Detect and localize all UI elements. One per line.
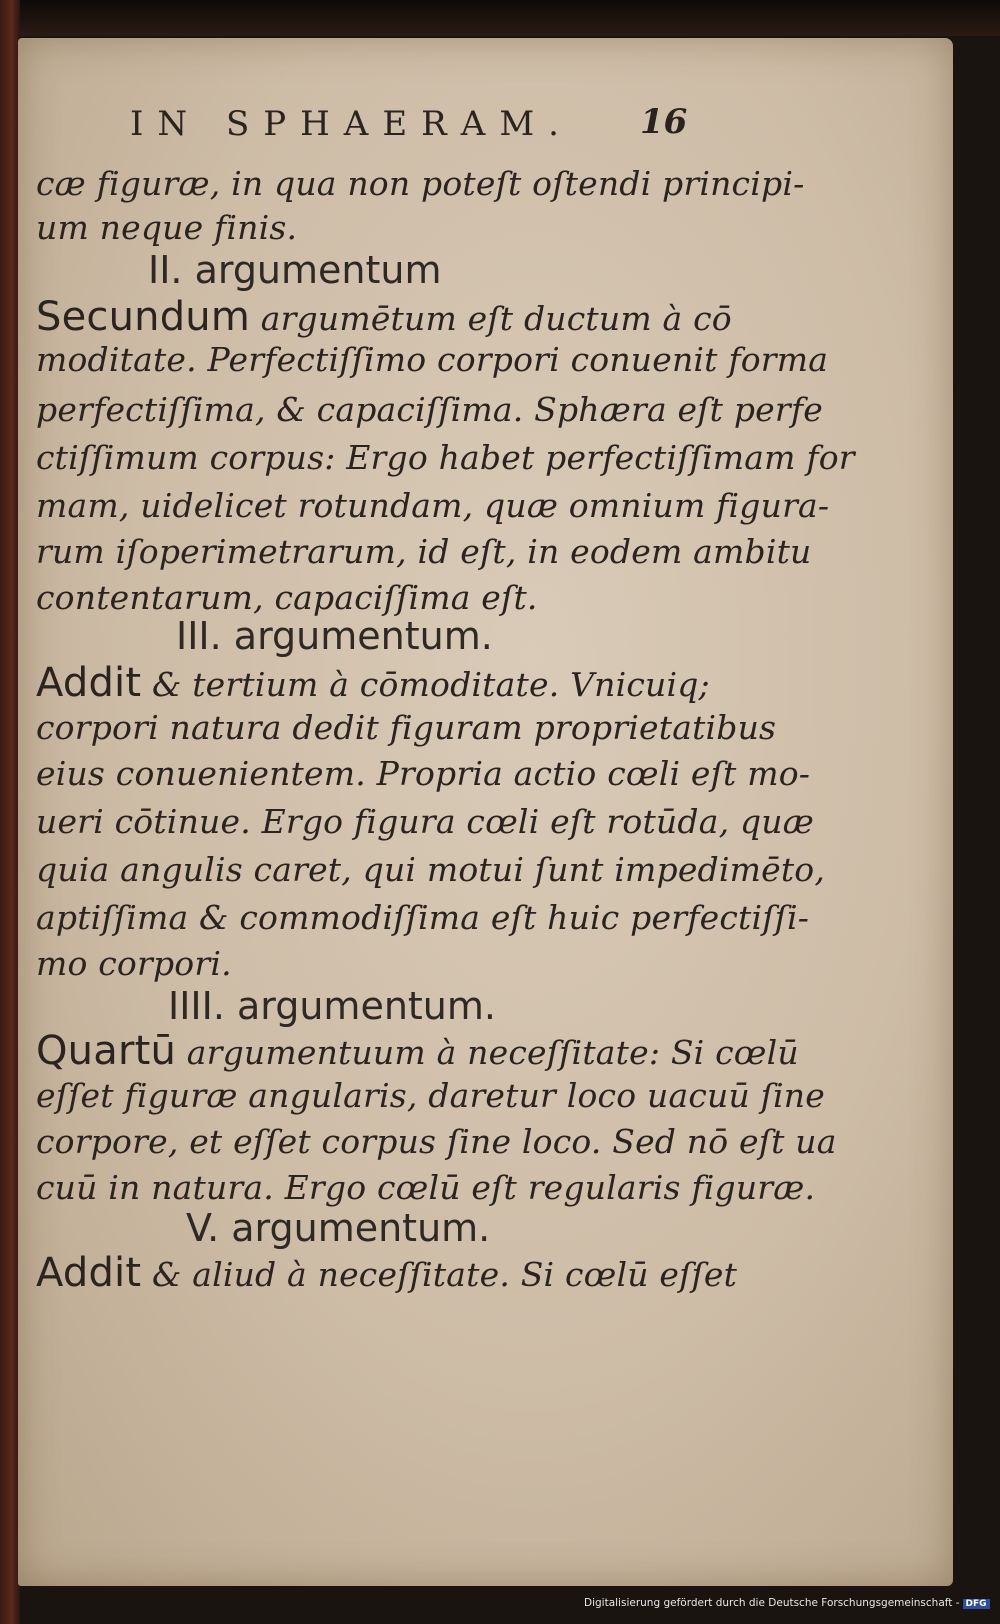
text-line: corpori natura dedit figuram proprietatibus xyxy=(36,708,777,747)
text-line-rest: argumētum eſt ductum à cō xyxy=(250,299,732,338)
text-line: ctiſſimum corpus: Ergo habet perfectiſſimam for xyxy=(36,438,855,477)
initial-word: Secundum xyxy=(36,294,251,340)
text-line: perfectiſſima, & capaciſſima. Sphæra eſt perfe xyxy=(36,390,823,429)
text-line: um neque finis. xyxy=(36,208,298,247)
text-line xyxy=(36,1250,737,1296)
text-line: eſſet figuræ angularis, daretur loco uacuū ſine xyxy=(36,1076,825,1115)
initial-word: Addit xyxy=(36,1250,142,1296)
text-line xyxy=(36,294,732,340)
text-line: cuū in natura. Ergo cœlū eſt regularis figuræ. xyxy=(36,1168,816,1207)
footer-text: Digitalisierung gefördert durch die Deutsche Forschungsgemeinschaft - xyxy=(584,1597,960,1609)
text-line: aptiſſima & commodiſſima eſt huic perfectiſſi- xyxy=(36,898,810,937)
text-line: contentarum, capaciſſima eſt. xyxy=(36,578,538,617)
text-line: cæ figuræ, in qua non poteſt oſtendi principi- xyxy=(36,164,805,203)
text-line: eius conuenientem. Propria actio cœli eſt mo- xyxy=(36,754,811,793)
section-heading-5: V. argumentum. xyxy=(186,1206,491,1250)
text-line xyxy=(36,660,710,706)
text-line: quia angulis caret, qui motui ſunt impedimēto, xyxy=(36,850,826,889)
dfg-logo: DFG xyxy=(963,1599,990,1609)
digitization-footer xyxy=(584,1597,990,1609)
section-heading-3: III. argumentum. xyxy=(176,614,493,658)
page-text xyxy=(18,38,953,1586)
text-line: moditate. Perfectiſſimo corpori conuenit forma xyxy=(36,340,829,379)
book-spine-edge xyxy=(0,0,20,1624)
scan-top-edge xyxy=(0,0,1000,36)
initial-word: Addit xyxy=(36,660,142,706)
text-line: mo corpori. xyxy=(36,944,232,983)
text-line: rum iſoperimetrarum, id eſt, in eodem ambitu xyxy=(36,532,812,571)
text-line-rest: & aliud à neceſſitate. Si cœlū eſſet xyxy=(141,1255,738,1294)
page-number: 16 xyxy=(640,102,688,142)
running-head: IN SPHAERAM. xyxy=(130,104,573,144)
text-line: mam, uidelicet rotundam, quæ omnium figura- xyxy=(36,486,830,525)
text-line: corpore, et eſſet corpus ſine loco. Sed nō eſt ua xyxy=(36,1122,837,1161)
text-line: ueri cōtinue. Ergo figura cœli eſt rotūda, quæ xyxy=(36,802,814,841)
text-line-rest: & tertium à cōmoditate. Vnicuiq; xyxy=(141,665,710,704)
text-line-rest: argumentuum à neceſſitate: Si cœlū xyxy=(176,1033,799,1072)
text-line xyxy=(36,1028,799,1074)
section-heading-4: IIII. argumentum. xyxy=(168,984,496,1028)
initial-word: Quartū xyxy=(36,1028,177,1074)
section-heading-2: II. argumentum xyxy=(148,248,442,292)
book-page xyxy=(18,38,953,1586)
